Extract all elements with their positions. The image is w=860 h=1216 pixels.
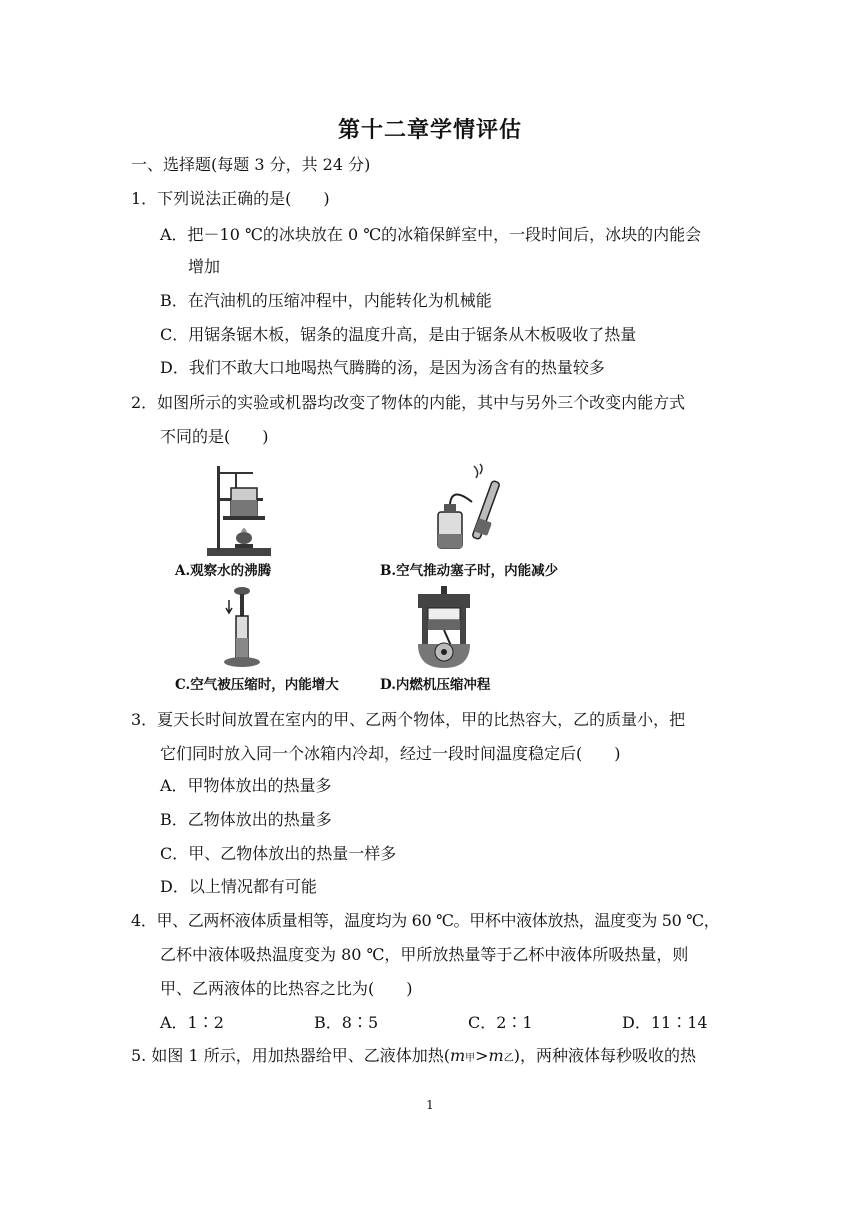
question-4-option-b: B．8∶5 <box>314 1013 379 1032</box>
engine-compression-stroke-figure <box>412 586 476 670</box>
compressed-air-piston-figure <box>222 586 262 670</box>
question-4-stem-cont: 乙杯中液体吸热温度变为 80 ℃，甲所放热量等于乙杯中液体所吸热量，则 <box>160 945 689 964</box>
question-3-option-d: D．以上情况都有可能 <box>160 877 317 896</box>
question-4-option-c: C．2∶1 <box>468 1013 533 1032</box>
boiling-water-apparatus-figure <box>205 462 275 558</box>
figure-d-caption: D.内燃机压缩冲程 <box>380 677 491 693</box>
question-3-option-b: B．乙物体放出的热量多 <box>160 810 332 829</box>
air-pushing-stopper-figure <box>430 462 510 554</box>
question-1-option-c: C．用锯条锯木板，锯条的温度升高，是由于锯条从木板吸收了热量 <box>160 325 637 344</box>
question-1-option-d: D．我们不敢大口地喝热气腾腾的汤，是因为汤含有的热量较多 <box>160 358 605 377</box>
question-1-option-a: A．把－10 ℃的冰块放在 0 ℃的冰箱保鲜室中，一段时间后，冰块的内能会 <box>160 225 702 244</box>
question-4-option-d: D．11∶14 <box>622 1013 708 1032</box>
question-5-stem <box>131 1045 696 1070</box>
subscript-yi: 乙 <box>503 1053 514 1064</box>
page-title: 第十二章学情评估 <box>337 118 522 143</box>
question-3-stem: 3．夏天长时间放置在室内的甲、乙两个物体，甲的比热容大，乙的质量小，把 <box>131 710 686 729</box>
question-4-stem: 4．甲、乙两杯液体质量相等，温度均为 60 ℃。甲杯中液体放热，温度变为 50 ℃， <box>131 911 720 930</box>
question-3-option-a: A．甲物体放出的热量多 <box>160 776 332 795</box>
greater-than: > <box>475 1046 489 1065</box>
question-5-stem-pre: 5. 如图 1 所示，用加热器给甲、乙液体加热( <box>131 1046 450 1065</box>
section-heading: 一、选择题(每题 3 分，共 24 分) <box>131 155 371 174</box>
subscript-jia: 甲 <box>465 1053 476 1064</box>
question-2-stem-cont: 不同的是( ) <box>160 427 269 446</box>
question-1-stem: 1．下列说法正确的是( ) <box>131 189 330 208</box>
mass-symbol: m <box>488 1046 504 1065</box>
question-2-stem: 2．如图所示的实验或机器均改变了物体的内能，其中与另外三个改变内能方式 <box>131 393 686 412</box>
figure-c-caption: C.空气被压缩时，内能增大 <box>175 677 339 693</box>
mass-symbol: m <box>449 1046 466 1065</box>
figure-a-caption: A.观察水的沸腾 <box>175 563 272 579</box>
question-1-option-b: B．在汽油机的压缩冲程中，内能转化为机械能 <box>160 291 492 310</box>
question-3-option-c: C．甲、乙物体放出的热量一样多 <box>160 844 397 863</box>
page-number: 1 <box>426 1098 434 1112</box>
question-5-stem-post: )，两种液体每秒吸收的热 <box>513 1046 696 1065</box>
question-4-stem-cont2: 甲、乙两液体的比热容之比为( ) <box>160 979 413 998</box>
figure-b-caption: B.空气推动塞子时，内能减少 <box>380 563 559 579</box>
question-1-option-a-cont: 增加 <box>188 257 221 276</box>
question-4-option-a: A．1∶2 <box>160 1013 224 1032</box>
question-3-stem-cont: 它们同时放入同一个冰箱内冷却，经过一段时间温度稳定后( ) <box>160 744 621 763</box>
